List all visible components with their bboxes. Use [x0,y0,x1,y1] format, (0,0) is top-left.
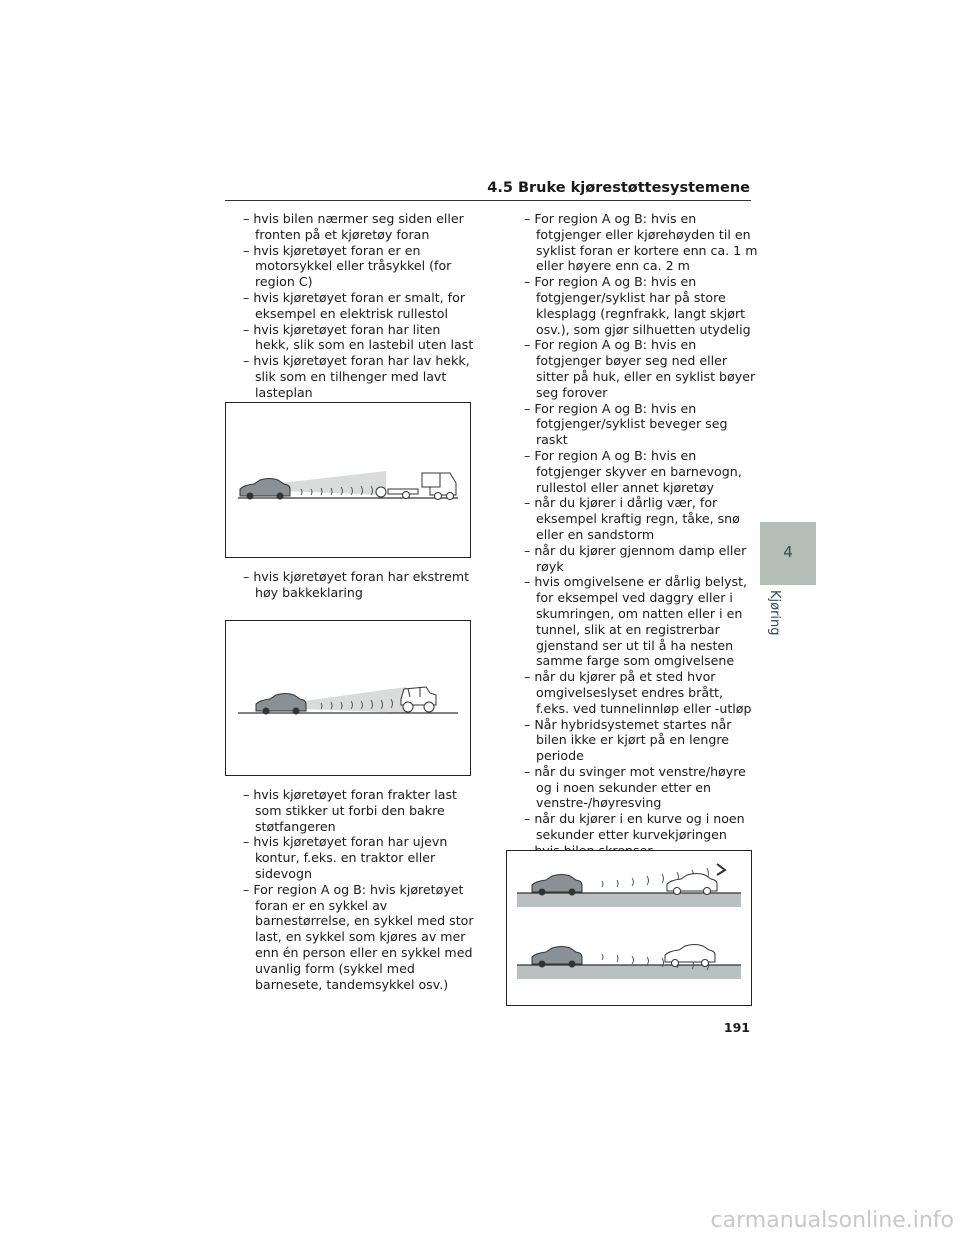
chapter-number: 4 [783,543,793,561]
left-column-c [243,787,475,992]
list-item: – For region A og B: hvis en fotgjenger eller kjørehøyden til en syklist foran er kortere enn ca. 1 m eller høyere enn ca. 2 m [524,211,758,274]
list-item: – hvis kjøretøyet foran har liten hekk, slik som en lastebil uten last [243,322,475,354]
list-item: – hvis kjøretøyet foran er en motorsykkel eller tråsykkel (for region C) [243,243,475,290]
list-item: – når du kjører på et sted hvor omgivelseslyset endres brått, f.eks. ved tunnelinnløp eller -utløp [524,669,758,716]
own-car-icon [256,694,306,715]
header-divider [225,200,751,201]
list-item: – Når hybridsystemet startes når bilen ikke er kjørt på en lengre periode [524,717,758,764]
right-column [524,211,758,890]
chapter-label: Kjøring [767,590,782,636]
list-item: – når du kjører i en kurve og i noen sekunder etter kurvekjøringen [524,811,758,843]
list-item: – hvis kjøretøyet foran har ekstremt høy bakkeklaring [243,569,475,601]
list-item: – For region A og B: hvis en fotgjenger/syklist har på store klesplagg (regnfrakk, langt skjørt osv.), som gjør silhuetten utydelig [524,274,758,337]
list-item: – når du svinger mot venstre/høyre og i noen sekunder etter en venstre-/høyresving [524,764,758,811]
own-car-icon [532,875,582,896]
list-item: – hvis omgivelsene er dårlig belyst, for eksempel ved daggry eller i skumringen, om natten eller i en tunnel, slik at en registrerbar gjenstand ser ut til å ha nesten samme farge som omgivelsene [524,574,758,669]
trailer-icon [376,487,418,499]
list-item: – hvis bilen nærmer seg siden eller fronten på et kjøretøy foran [243,211,475,243]
list-item: – For region A og B: hvis en fotgjenger/syklist beveger seg raskt [524,401,758,448]
list-item: – når du kjører i dårlig vær, for eksempel kraftig regn, tåke, snø eller en sandstorm [524,495,758,542]
page-number: 191 [723,1020,750,1035]
section-title: 4.5 Bruke kjørestøttesystemene [487,180,750,196]
left-column-b [243,569,475,601]
list-item: – når du kjører gjennom damp eller røyk [524,543,758,575]
list-item: – For region A og B: hvis en fotgjenger bøyer seg ned eller sitter på huk, eller en syklist bøyer seg forover [524,337,758,400]
offroad-vehicle-icon [401,687,436,712]
list-item: – For region A og B: hvis en fotgjenger skyver en barnevogn, rullestol eller annet kjøretøy [524,448,758,495]
list-item: – For region A og B: hvis kjøretøyet foran er en sykkel av barnestørrelse, en sykkel med stor last, en sykkel som kjøres av mer enn én person eller en sykkel med uvanlig form (sykkel med barnesete, tandemsykkel osv.) [243,882,475,993]
car-ahead-icon [665,945,715,967]
truck-icon [422,473,456,500]
list-item: – hvis kjøretøyet foran frakter last som stikker ut forbi den bakre støtfangeren [243,787,475,834]
own-car-icon [240,479,290,500]
illustration-high-clearance [225,620,471,776]
watermark: carmanualsonline.info [710,1208,954,1233]
list-item: – hvis kjøretøyet foran har lav hekk, slik som en tilhenger med lavt lasteplan [243,353,475,400]
list-item: – hvis kjøretøyet foran har ujevn kontur, f.eks. en traktor eller sidevogn [243,834,475,881]
own-car-icon [532,947,582,968]
list-item: – hvis kjøretøyet foran er smalt, for eksempel en elektrisk rullestol [243,290,475,322]
car-ahead-icon [667,874,717,895]
illustration-low-trailer [225,402,471,558]
illustration-nose-raised-lowered [506,850,752,1006]
left-column [243,211,475,401]
